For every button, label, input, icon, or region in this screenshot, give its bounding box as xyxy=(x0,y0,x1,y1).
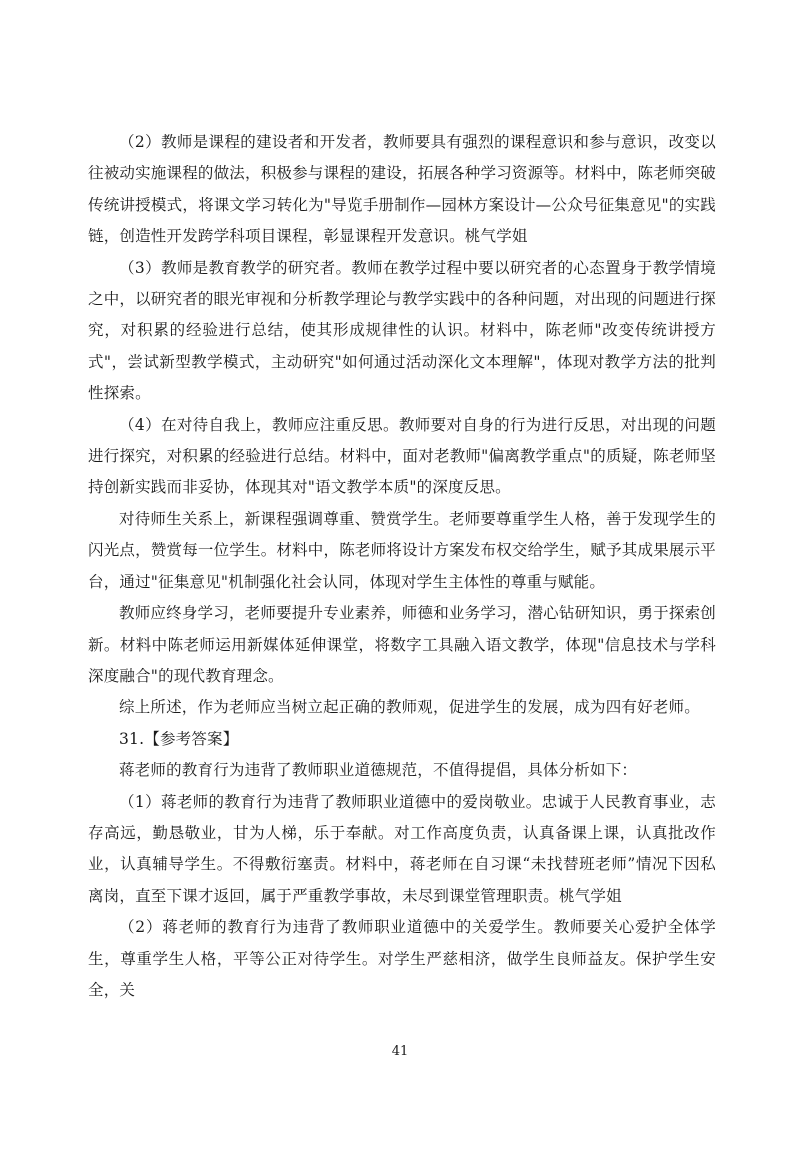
paragraph-caring-for-students: （2）蒋老师的教育行为违背了教师职业道德中的关爱学生。教师要关心爱护全体学生，尊重学生人格，平等公正对待学生。对学生严慈相济，做学生良师益友。保护学生安全，关 xyxy=(88,918,716,999)
paragraph-answer-intro: 蒋老师的教育行为违背了教师职业道德规范，不值得提倡，具体分析如下： xyxy=(119,761,638,780)
page-body xyxy=(88,127,716,1006)
page-number: 41 xyxy=(391,1044,409,1059)
paragraph-lifelong-learning: 教师应终身学习，老师要提升专业素养，师德和业务学习，潜心钻研知识，勇于探索创新。材料中陈老师运用新媒体延伸课堂，将数字工具融入语文教学，体现"信息技术与学科深度融合"的现代教育理念。 xyxy=(88,604,716,685)
paragraph-role-curriculum-developer: （2）教师是课程的建设者和开发者，教师要具有强烈的课程意识和参与意识，改变以往被动实施课程的做法，积极参与课程的建设，拓展各种学习资源等。材料中，陈老师突破传统讲授模式，将课文学习转化为"导览手册制作—园林方案设计—公众号征集意见"的实践链，创造性开发跨学科项目课程，彰显课程开发意识。桃气学姐 xyxy=(88,133,717,246)
paragraph-teacher-student-relation: 对待师生关系上，新课程强调尊重、赞赏学生。老师要尊重学生人格，善于发现学生的闪光点，赞赏每一位学生。材料中，陈老师将设计方案发布权交给学生，赋予其成果展示平台，通过"征集意见"机制强化社会认同，体现对学生主体性的尊重与赋能。 xyxy=(88,509,717,591)
answer-heading: 31.【参考答案】 xyxy=(119,729,239,748)
paragraph-role-researcher: （3）教师是教育教学的研究者。教师在教学过程中要以研究者的心态置身于教学情境之中，以研究者的眼光审视和分析教学理论与教学实践中的各种问题，对出现的问题进行探究，对积累的经验进行总结，使其形成规律性的认识。材料中，陈老师"改变传统讲授方式"，尝试新型教学模式，主动研究"如何通过活动深化文本理解"，体现对教学方法的批判性探索。 xyxy=(88,258,717,403)
paragraph-summary: 综上所述，作为老师应当树立起正确的教师观，促进学生的发展，成为四有好老师。 xyxy=(119,698,700,717)
paragraph-dedication-to-work: （1）蒋老师的教育行为违背了教师职业道德中的爱岗敬业。忠诚于人民教育事业，志存高远，勤恳敬业，甘为人梯，乐于奉献。对工作高度负责，认真备课上课，认真批改作业，认真辅导学生。不得敷衍塞责。材料中，蒋老师在自习课“未找替班老师”情况下因私离岗，直至下课才返回，属于严重教学事故，未尽到课堂管理职责。桃气学姐 xyxy=(88,792,716,905)
paragraph-self-reflection: （4）在对待自我上，教师应注重反思。教师要对自身的行为进行反思，对出现的问题进行探究，对积累的经验进行总结。材料中，面对老教师"偏离教学重点"的质疑，陈老师坚持创新实践而非妥协，体现其对"语文教学本质"的深度反思。 xyxy=(88,415,716,497)
